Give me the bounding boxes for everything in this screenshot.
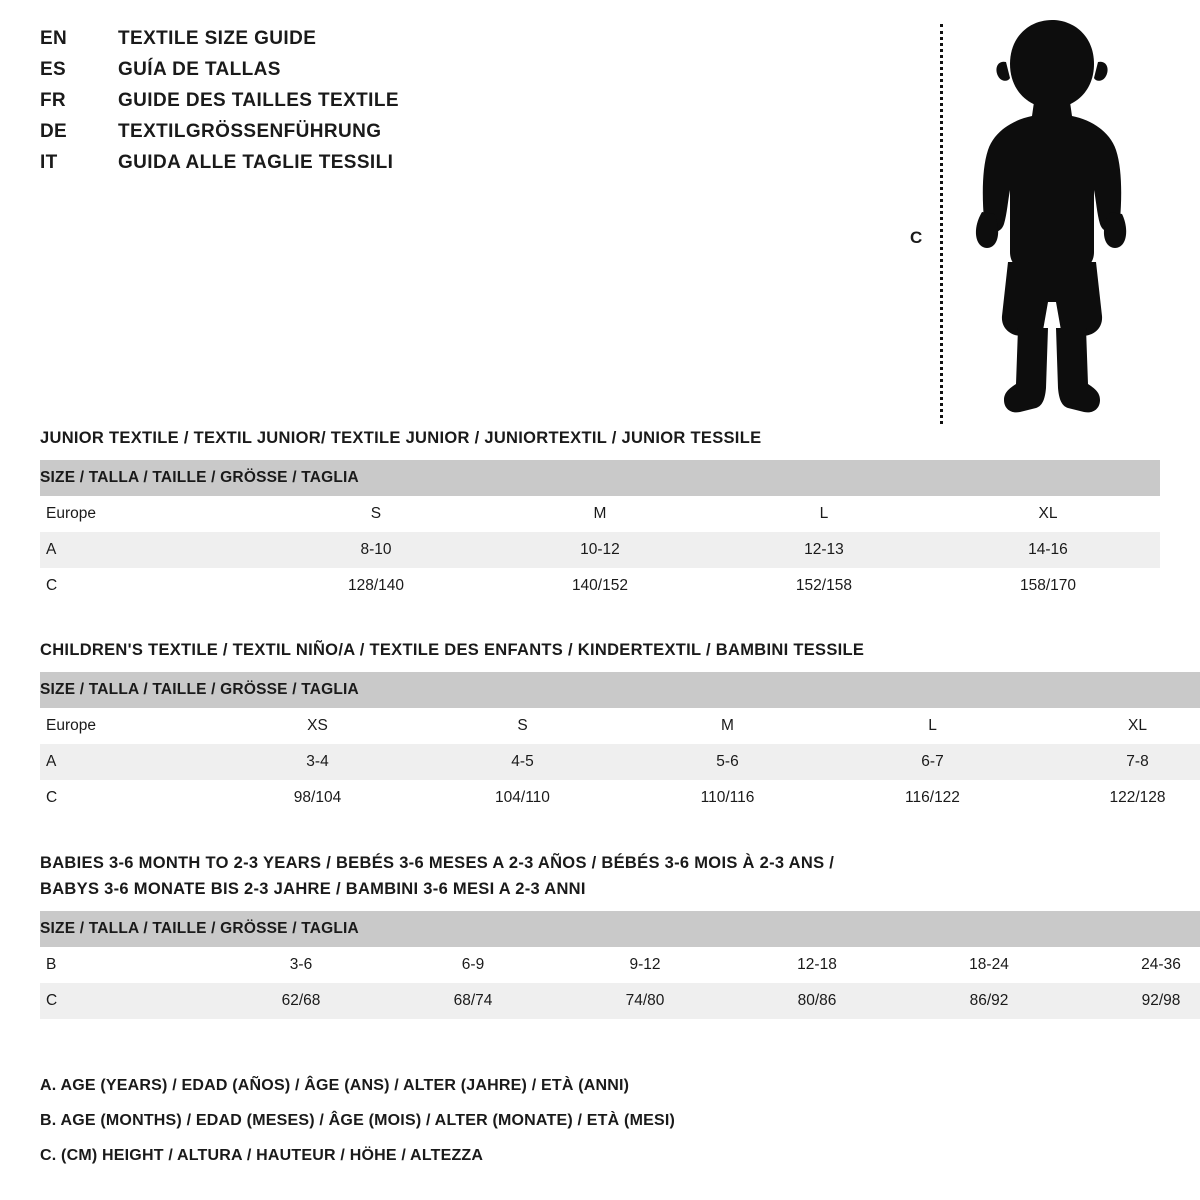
- cell-value: 7-8: [1035, 744, 1200, 780]
- row-label: C: [40, 568, 264, 604]
- cell-value: 86/92: [903, 983, 1075, 1019]
- table-row: [40, 568, 1160, 604]
- row-label: Europe: [40, 496, 264, 532]
- table-row: [40, 947, 1200, 983]
- child-silhouette-figure: [900, 10, 1180, 430]
- language-code: ES: [40, 59, 66, 80]
- section-title: BABIES 3-6 MONTH TO 2-3 YEARS / BEBÉS 3-6 MESES A 2-3 AÑOS / BÉBÉS 3-6 MOIS À 2-3 ANS /: [40, 854, 835, 872]
- cell-value: XS: [215, 708, 420, 744]
- table-row: [40, 780, 1200, 816]
- footnote-age-months: B. AGE (MONTHS) / EDAD (MESES) / ÂGE (MOIS) / ALTER (MONATE) / ETÀ (MESI): [40, 1112, 676, 1129]
- child-silhouette-icon: [952, 16, 1152, 431]
- table-row: [40, 532, 1160, 568]
- table-row: [40, 983, 1200, 1019]
- cell-value: 128/140: [264, 568, 488, 604]
- cell-value: 6-9: [387, 947, 559, 983]
- cell-value: 18-24: [903, 947, 1075, 983]
- cell-value: 140/152: [488, 568, 712, 604]
- children-size-table: [40, 672, 1200, 816]
- row-label: C: [40, 983, 215, 1019]
- cell-value: 12-18: [731, 947, 903, 983]
- cell-value: 14-16: [936, 532, 1160, 568]
- footnote-height: C. (CM) HEIGHT / ALTURA / HAUTEUR / HÖHE / ALTEZZA: [40, 1147, 484, 1164]
- table-row: [40, 744, 1200, 780]
- language-code: DE: [40, 121, 67, 142]
- cell-value: 24-36: [1075, 947, 1200, 983]
- language-title: TEXTILGRÖSSENFÜHRUNG: [118, 121, 382, 142]
- section-babies-textile: [40, 850, 1181, 1019]
- language-title: GUIDE DES TAILLES TEXTILE: [118, 90, 399, 111]
- cell-value: 116/122: [830, 780, 1035, 816]
- language-code: EN: [40, 28, 67, 49]
- cell-value: 122/128: [1035, 780, 1200, 816]
- cell-value: M: [488, 496, 712, 532]
- cell-value: 6-7: [830, 744, 1035, 780]
- language-title: TEXTILE SIZE GUIDE: [118, 28, 317, 49]
- language-code: IT: [40, 152, 58, 173]
- cell-value: 10-12: [488, 532, 712, 568]
- cell-value: 74/80: [559, 983, 731, 1019]
- cell-value: M: [625, 708, 830, 744]
- cell-value: 152/158: [712, 568, 936, 604]
- cell-value: L: [712, 496, 936, 532]
- section-childrens-textile: [40, 637, 1166, 816]
- row-label: C: [40, 780, 215, 816]
- cell-value: 92/98: [1075, 983, 1200, 1019]
- cell-value: XL: [936, 496, 1160, 532]
- cell-value: 68/74: [387, 983, 559, 1019]
- footnote-age-years: A. AGE (YEARS) / EDAD (AÑOS) / ÂGE (ANS) / ALTER (JAHRE) / ETÀ (ANNI): [40, 1077, 630, 1094]
- babies-size-table: [40, 911, 1200, 1019]
- row-label: B: [40, 947, 215, 983]
- height-dashed-line: [940, 24, 943, 424]
- cell-value: 4-5: [420, 744, 625, 780]
- language-code: FR: [40, 90, 66, 111]
- footnote-list: [40, 1068, 1160, 1173]
- table-header-label: SIZE / TALLA / TAILLE / GRÖSSE / TAGLIA: [40, 460, 1160, 496]
- cell-value: 62/68: [215, 983, 387, 1019]
- table-header-row: [40, 911, 1200, 947]
- language-row: [40, 59, 600, 90]
- cell-value: 80/86: [731, 983, 903, 1019]
- cell-value: 12-13: [712, 532, 936, 568]
- cell-value: 98/104: [215, 780, 420, 816]
- language-row: [40, 90, 600, 121]
- row-label: A: [40, 532, 264, 568]
- language-row: [40, 152, 600, 183]
- cell-value: 110/116: [625, 780, 830, 816]
- table-header-row: [40, 672, 1200, 708]
- language-title: GUÍA DE TALLAS: [118, 59, 281, 80]
- table-row: [40, 708, 1200, 744]
- cell-value: 9-12: [559, 947, 731, 983]
- section-title: JUNIOR TEXTILE / TEXTIL JUNIOR/ TEXTILE JUNIOR / JUNIORTEXTIL / JUNIOR TESSILE: [40, 429, 762, 447]
- table-header-label: SIZE / TALLA / TAILLE / GRÖSSE / TAGLIA: [40, 672, 1200, 708]
- language-title: GUIDA ALLE TAGLIE TESSILI: [118, 152, 394, 173]
- cell-value: 8-10: [264, 532, 488, 568]
- height-measure-label: C: [910, 228, 923, 247]
- cell-value: XL: [1035, 708, 1200, 744]
- table-row: [40, 496, 1160, 532]
- cell-value: S: [264, 496, 488, 532]
- section-title-line2: BABYS 3-6 MONATE BIS 2-3 JAHRE / BAMBINI 3-6 MESI A 2-3 ANNI: [40, 880, 586, 898]
- language-title-list: [40, 28, 600, 183]
- section-junior-textile: [40, 425, 1160, 604]
- cell-value: L: [830, 708, 1035, 744]
- cell-value: 3-6: [215, 947, 387, 983]
- row-label: Europe: [40, 708, 215, 744]
- cell-value: 3-4: [215, 744, 420, 780]
- language-row: [40, 121, 600, 152]
- table-header-row: [40, 460, 1160, 496]
- section-title: CHILDREN'S TEXTILE / TEXTIL NIÑO/A / TEXTILE DES ENFANTS / KINDERTEXTIL / BAMBINI TESSILE: [40, 641, 865, 659]
- cell-value: 104/110: [420, 780, 625, 816]
- cell-value: S: [420, 708, 625, 744]
- junior-size-table: [40, 460, 1160, 604]
- language-row: [40, 28, 600, 59]
- cell-value: 158/170: [936, 568, 1160, 604]
- table-header-label: SIZE / TALLA / TAILLE / GRÖSSE / TAGLIA: [40, 911, 1200, 947]
- cell-value: 5-6: [625, 744, 830, 780]
- row-label: A: [40, 744, 215, 780]
